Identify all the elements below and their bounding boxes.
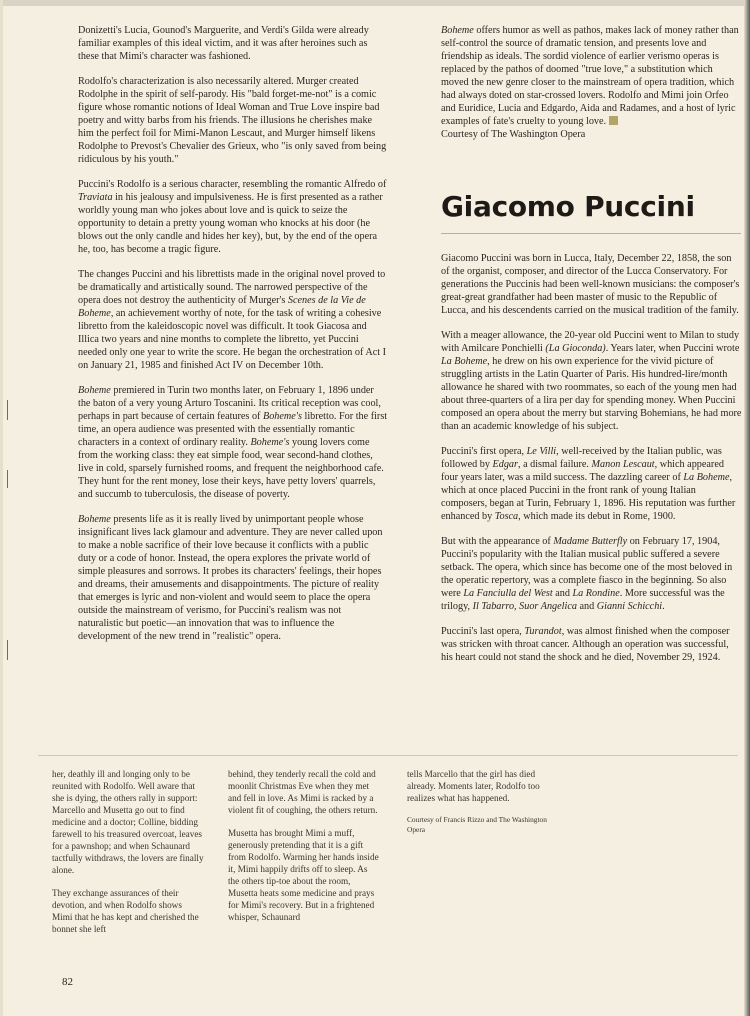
margin-mark bbox=[7, 400, 8, 420]
synopsis-column-2 bbox=[228, 768, 380, 934]
section-heading: Giacomo Puccini bbox=[441, 190, 695, 223]
left-paragraph-1: Donizetti's Lucia, Gounod's Marguerite, and Verdi's Gilda were already familiar examples of this ideal victim, and it was after heroines such as these that Mimi's character was fashioned. bbox=[78, 25, 369, 62]
page-number: 82 bbox=[62, 976, 73, 988]
page-right-edge bbox=[744, 0, 750, 1016]
page-top-edge bbox=[0, 0, 750, 6]
end-mark-icon bbox=[609, 116, 618, 125]
margin-mark bbox=[7, 640, 8, 660]
synopsis-paragraph: Musetta has brought Mimi a muff, generously pretending that it is a gift from Rodolfo. Warming her hands inside it, Mimi happily drifts off to sleep. As the others tip-toe about the room, Musetta heats some medicine and prays for Mimi's recovery. But in a frightened whisper, Schaunard bbox=[228, 828, 379, 922]
page-left-edge bbox=[0, 0, 3, 1016]
heading-rule bbox=[441, 233, 741, 234]
synopsis-column-3 bbox=[407, 768, 559, 846]
margin-mark bbox=[7, 470, 8, 488]
left-paragraph-5: Boheme premiered in Turin two months later, on February 1, 1896 under the baton of a very young Arturo Toscanini. Its critical reception was cool, perhaps in part because of certain features of Boheme's libretto. For the first time, an opera audience was presented with the essentially romantic characters in a context of ordinary reality. Boheme's young lovers come from the working class: they eat simple food, wear second-hand clothes, live in cold, sparsely furnished rooms, and frequent the neighborhood cafe. They hunt for the rent money, lose their keys, have petty lovers' quarrels, and succumb to tuberculosis, the disease of poverty. bbox=[78, 385, 388, 500]
synopsis-column-1 bbox=[52, 768, 204, 946]
left-article-column bbox=[78, 24, 388, 655]
left-paragraph-2: Rodolfo's characterization is also necessarily altered. Murger created Rodolphe in the spirit of self-parody. His "bald forget-me-not" is a comic figure whose romantic notions of Ideal Woman and True Love inspire bad poetry and witty barbs from his friends. The illusions he cherishes make him the perfect foil for Mimi-Manon Lescaut, and Murger himself likens Rodolphe to Prevost's Chevalier des Grieux, who "is only saved from being ridiculous by his youth." bbox=[78, 76, 387, 165]
bio-paragraph-5: Puccini's last opera, Turandot, was almost finished when the composer was stricken with throat cancer. Although an operation was successful, his heart could not stand the shock and he died, November 29, 1924. bbox=[441, 626, 730, 663]
synopsis-paragraph: her, deathly ill and longing only to be reunited with Rodolfo. Well aware that she is dying, the others rally in support: Marcello and Musetta go out to find medicine and a doctor; Colline, bidding farewell to his treasured overcoat, leaves for a pawnshop; and when Schaunard tactfully withdraws, the lovers are finally alone. bbox=[52, 769, 204, 875]
left-paragraph-3: Puccini's Rodolfo is a serious character, resembling the romantic Alfredo of Traviata in his jealousy and impulsiveness. He is first presented as a rather worldly young man who jokes about love and is quick to seize the opportunity to detain a pretty young woman who knocks at his door (he blows out the only candle and hides her key), but, by the end of the opera he, too, has become a tragic figure. bbox=[78, 179, 387, 255]
right-top-column bbox=[441, 24, 742, 153]
synopsis-credit: Courtesy of Francis Rizzo and The Washington Opera bbox=[407, 815, 547, 834]
biography-column bbox=[441, 252, 742, 676]
right-top-credit: Courtesy of The Washington Opera bbox=[441, 129, 586, 140]
synopsis-paragraph: tells Marcello that the girl has died already. Moments later, Rodolfo too realizes what has happened. bbox=[407, 769, 540, 803]
left-paragraph-6: Boheme presents life as it is really lived by unimportant people whose insignificant lives lack glamour and adventure. They are never called upon to make a noble sacrifice of their love because it conflicts with a public duty or a code of honor. Instead, the opera explores the private world of simple pleasures and sorrows. It probes its characters' feelings, their hopes and dreams, their amusements and disappointments. The picture of reality that emerges is lyric and non-violent and would seem to place the opera outside the mainstream of verismo, for Puccini's realism was not naturalistic but poetic—an innovation that was to influence the development of the new trend in "realistic" opera. bbox=[78, 514, 383, 642]
bio-paragraph-3: Puccini's first opera, Le Villi, well-received by the Italian public, was followed by Edgar, a dismal failure. Manon Lescaut, which appeared four years later, was a mild success. The dazzling career of La Boheme, which at once placed Puccini in the front rank of young Italian composers, began at Turin, February 1, 1896. His reputation was further enhanced by Tosca, which made its debut in Rome, 1900. bbox=[441, 446, 736, 522]
bio-paragraph-2: With a meager allowance, the 20-year old Puccini went to Milan to study with Amilcare Ponchielli (La Gioconda). Years later, when Puccini wrote La Boheme, he drew on his own experience for the vivid picture of struggling artists in the Latin Quarter of Paris. His hundred-lire/month allowance he shared with two roommates, so each of the young men had about three-quarters of a lira per day for spending money. When Puccini composed an opera about the merry but starving Bohemians, he had more than an academic knowledge of his subject. bbox=[441, 330, 742, 432]
right-top-paragraph: Boheme offers humor as well as pathos, makes lack of money rather than self-control the source of dramatic tension, and presents love and friendship as ideals. The sordid violence of earlier verismo operas is replaced by the pathos of doomed "true love," a substitution which moved the new genre closer to the mainstream of opera tradition, which had always doted on star-crossed lovers. Rodolfo and Mimi join Orfeo and Euridice, Lucia and Edgardo, Aida and Radames, and a host of lyric examples of fate's cruelty to young love. bbox=[441, 25, 739, 127]
left-paragraph-4: The changes Puccini and his librettists made in the original novel proved to be dramatically and artistically sound. The narrowed perspective of the opera does not destroy the authenticity of Murger's Scenes de la Vie de Boheme, an achievement worthy of note, for the task of writing a cohesive libretto from the kaleidoscopic novel was difficult. It took Giacosa and Illica two years and nine months to complete the libretto, yet Puccini needed only one year to write the score. He began the orchestration of Act I on January 21, 1985 and finished Act IV on December 10th. bbox=[78, 269, 387, 371]
synopsis-paragraph: behind, they tenderly recall the cold and moonlit Christmas Eve when they met and fell in love. As Mimi is racked by a violent fit of coughing, the others return. bbox=[228, 769, 378, 815]
bio-paragraph-1: Giacomo Puccini was born in Lucca, Italy, December 22, 1858, the son of the organist, composer, and director of the Lucca Conservatory. For generations the Puccinis had been well-known musicians: the composer's great-great grandfather had been master of music to the Republic of Lucca, and his descendents carried on the musical tradition of the family. bbox=[441, 253, 740, 316]
synopsis-paragraph: They exchange assurances of their devotion, and when Rodolfo shows Mimi that he has kept and cherished the bonnet she left bbox=[52, 888, 199, 934]
section-divider bbox=[38, 755, 738, 756]
bio-paragraph-4: But with the appearance of Madame Butterfly on February 17, 1904, Puccini's popularity with the Italian musical public suffered a severe setback. The opera, which since has become one of the most beloved in the operatic repertory, was a complete fiasco in the beginning. So also were La Fanciulla del West and La Rondine. More successful was the trilogy, Il Tabarro, Suor Angelica and Gianni Schicchi. bbox=[441, 536, 733, 612]
